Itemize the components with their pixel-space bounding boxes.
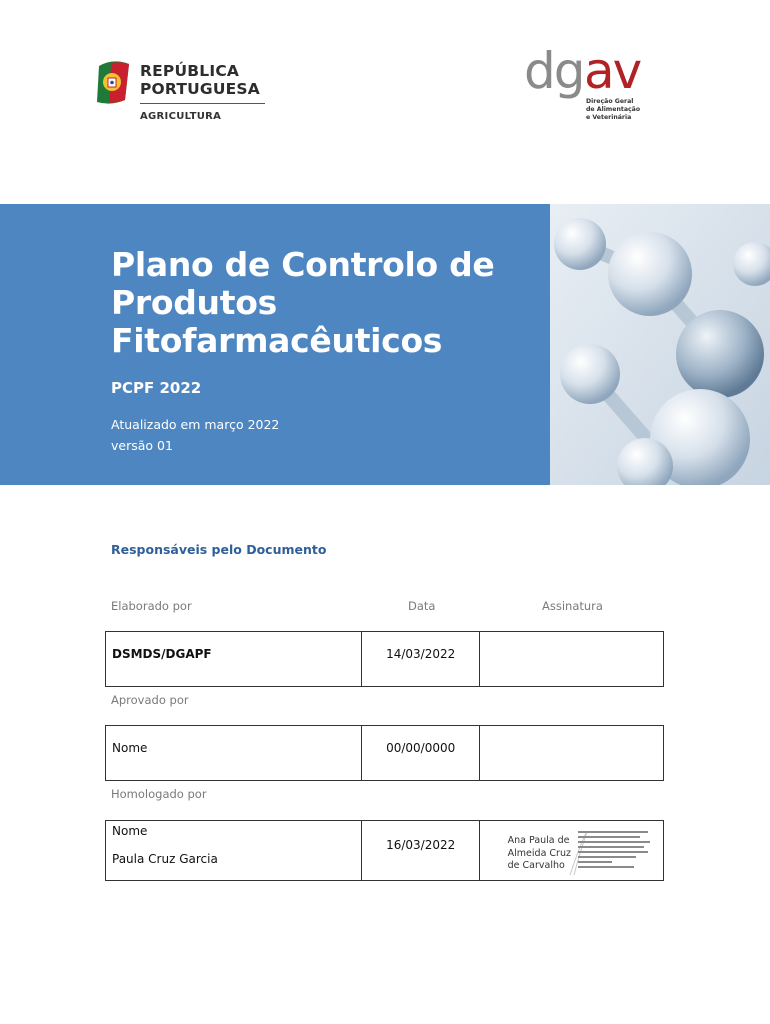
homologado-name-label: Nome bbox=[112, 824, 148, 838]
banner-blue-panel bbox=[0, 204, 550, 485]
logo-line-portuguesa: PORTUGUESA bbox=[140, 80, 260, 98]
dgav-logo bbox=[524, 42, 654, 124]
elaborado-signature-cell bbox=[480, 632, 663, 686]
title-banner bbox=[0, 204, 770, 485]
portugal-shield-icon bbox=[95, 60, 133, 106]
digital-signature-stamp bbox=[566, 825, 661, 880]
logo-divider bbox=[140, 103, 265, 104]
dgav-sub-line1: Direção Geral bbox=[586, 98, 634, 105]
homologado-who: Paula Cruz Garcia bbox=[112, 852, 218, 866]
dgav-logo-av: av bbox=[584, 42, 641, 100]
dgav-sub-line3: e Veterinária bbox=[586, 113, 632, 121]
aprovado-who-cell bbox=[106, 726, 362, 780]
aprovado-date-cell bbox=[362, 726, 480, 780]
column-label-assinatura: Assinatura bbox=[542, 599, 603, 613]
dgav-logo-dg: dg bbox=[524, 42, 584, 100]
elaborado-table bbox=[105, 631, 664, 687]
document-title: Plano de Controlo de Produtos Fitofarmacêuticos bbox=[111, 245, 495, 360]
elaborado-date: 14/03/2022 bbox=[386, 647, 456, 661]
dgav-logo-subtitle bbox=[586, 98, 640, 121]
republica-portuguesa-logo bbox=[95, 58, 270, 126]
molecule-image bbox=[550, 204, 770, 485]
digital-signature-name: Ana Paula de Almeida Cruz de Carvalho bbox=[507, 835, 571, 871]
elaborado-who: DSMDS/DGAPF bbox=[112, 647, 212, 661]
logo-line-republica: REPÚBLICA bbox=[140, 62, 240, 80]
elaborado-who-cell bbox=[106, 632, 362, 686]
column-label-elaborado: Elaborado por bbox=[111, 599, 192, 613]
homologado-label: Homologado por bbox=[111, 787, 207, 801]
aprovado-signature-cell bbox=[480, 726, 663, 780]
homologado-date: 16/03/2022 bbox=[386, 838, 456, 852]
homologado-signature-cell bbox=[480, 821, 663, 880]
logo-ministry: AGRICULTURA bbox=[140, 111, 222, 122]
column-label-data: Data bbox=[408, 599, 436, 613]
aprovado-who: Nome bbox=[112, 741, 148, 755]
aprovado-label: Aprovado por bbox=[111, 693, 189, 707]
aprovado-table bbox=[105, 725, 664, 781]
responsibles-heading: Responsáveis pelo Documento bbox=[111, 542, 327, 557]
document-version: versão 01 bbox=[111, 438, 173, 453]
dgav-sub-line2: de Alimentação bbox=[586, 105, 641, 113]
homologado-who-cell bbox=[106, 821, 362, 880]
elaborado-date-cell bbox=[362, 632, 480, 686]
aprovado-date: 00/00/0000 bbox=[386, 741, 456, 755]
document-code: PCPF 2022 bbox=[111, 379, 202, 397]
homologado-date-cell bbox=[362, 821, 480, 880]
homologado-table bbox=[105, 820, 664, 881]
document-updated: Atualizado em março 2022 bbox=[111, 417, 280, 432]
